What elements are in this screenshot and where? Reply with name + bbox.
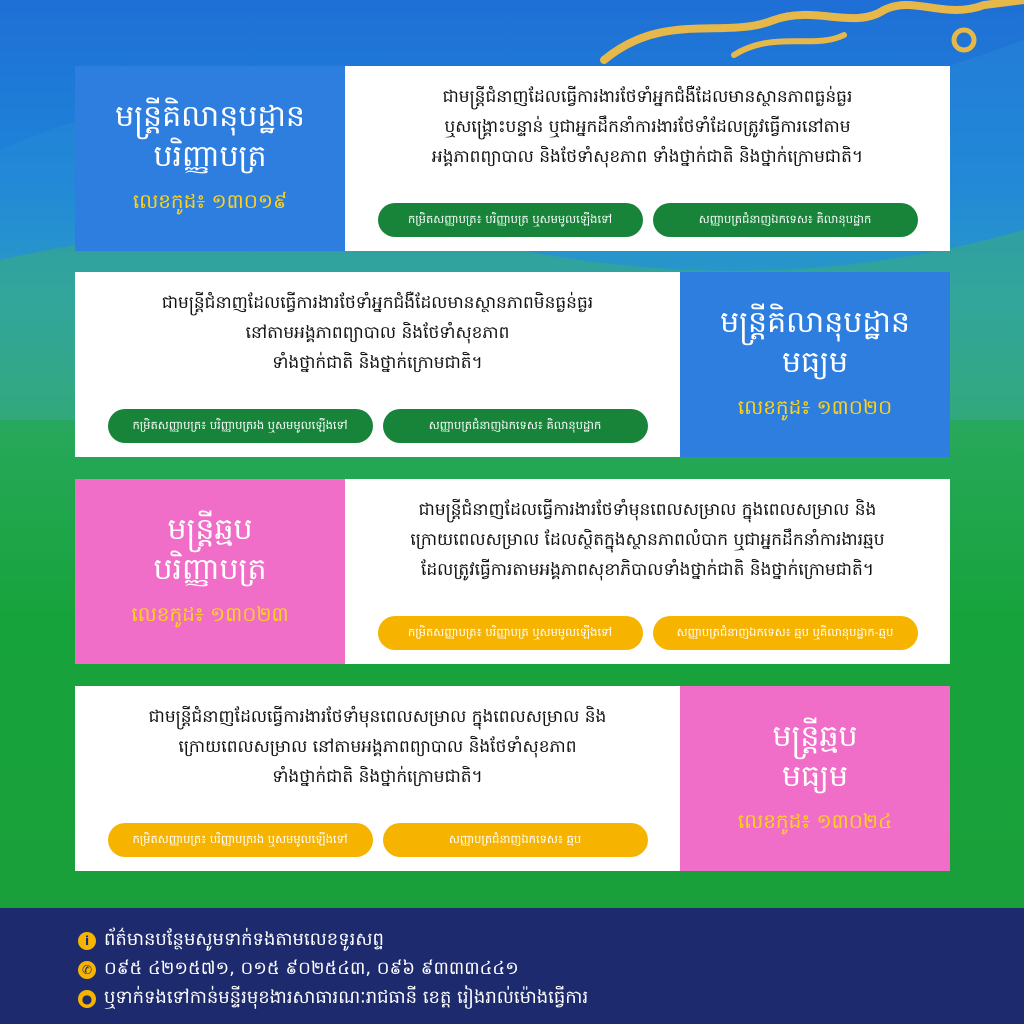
job-level: បរិញ្ញាបត្រ <box>153 551 267 587</box>
job-description-box <box>345 479 950 664</box>
contact-footer <box>0 908 1024 1024</box>
job-code: លេខកូដ៖ ១៣០២៣ <box>131 601 289 626</box>
specialty-tag: សញ្ញាបត្រជំនាញឯកទេស៖ ឆ្មប ឬគិលានុបដ្ឋាក-ឆ្មប <box>653 616 918 650</box>
info-icon: i <box>78 932 96 950</box>
info-text: ព័ត៌មានបន្ថែមសូមទាក់ទងតាមលេខទូរសព្ទ <box>104 929 384 950</box>
qualification-tag: កម្រិតសញ្ញាបត្រ៖ បរិញ្ញាបត្ររង ឬសមមូលឡើងទៅ <box>108 409 373 443</box>
phone-row <box>78 955 1024 984</box>
qualification-tag: កម្រិតសញ្ញាបត្រ៖ បរិញ្ញាបត្រ ឬសមមូលឡើងទៅ <box>378 203 643 237</box>
qualification-tag: កម្រិតសញ្ញាបត្រ៖ បរិញ្ញាបត្ររង ឬសមមូលឡើងទៅ <box>108 823 373 857</box>
info-row <box>78 926 1024 955</box>
job-description: ជាមន្ត្រីជំនាញដែលធ្វើការងារថែទាំអ្នកជំងឺដែលមានស្ថានភាពធ្ងន់ធ្ងរ ឬសង្គ្រោះបន្ទាន់ ឬជាអ្នកដឹកនាំការងារថែទាំដែលត្រូវធ្វើការនៅតាម អង្គភាពព្យាបាល និងថែទាំសុខភាព ទាំងថ្នាក់ជាតិ និងថ្នាក់ក្រោមជាតិ។ <box>431 87 864 167</box>
specialty-tag: សញ្ញាបត្រជំនាញឯកទេស៖ ឆ្មប <box>383 823 648 857</box>
tag-row <box>101 409 654 443</box>
job-code: លេខកូដ៖ ១៣០១៩ <box>132 188 288 213</box>
job-description-box <box>345 66 950 251</box>
job-code: លេខកូដ៖ ១៣០២៤ <box>737 808 893 833</box>
job-description: ជាមន្ត្រីជំនាញដែលធ្វើការងារថែទាំអ្នកជំងឺដែលមានស្ថានភាពមិនធ្ងន់ធ្ងរ នៅតាមអង្គភាពព្យាបាល និងថែទាំសុខភាព ទាំងថ្នាក់ជាតិ និងថ្នាក់ក្រោមជាតិ។ <box>161 293 594 373</box>
job-title-box <box>680 686 950 871</box>
job-card-midwife-associate <box>75 686 950 871</box>
job-code: លេខកូដ៖ ១៣០២០ <box>737 394 893 419</box>
specialty-tag: សញ្ញាបត្រជំនាញឯកទេស៖ គិលានុបដ្ឋាក <box>653 203 918 237</box>
phone-numbers[interactable]: ០៩៥ ៤២១៥៧១, ០១៥ ៩០២៥៤៣, ០៩៦ ៩៣៣៣៤៤១ <box>104 958 519 979</box>
job-level: បរិញ្ញាបត្រ <box>153 138 267 174</box>
job-description-box <box>75 272 680 457</box>
job-description: ជាមន្ត្រីជំនាញដែលធ្វើការងារថែទាំមុនពេលសម្រាល ក្នុងពេលសម្រាល និង ក្រោយពេលសម្រាល នៅតាមអង្គភាពព្យាបាល និងថែទាំសុខភាព ទាំងថ្នាក់ជាតិ និងថ្នាក់ក្រោមជាតិ។ <box>148 707 607 787</box>
job-card-nurse-bachelor <box>75 66 950 251</box>
job-card-nurse-associate <box>75 272 950 457</box>
specialty-tag: សញ្ញាបត្រជំនាញឯកទេស៖ គិលានុបដ្ឋាក <box>383 409 648 443</box>
job-card-midwife-bachelor <box>75 479 950 664</box>
job-title: មន្ត្រីគិលានុបដ្ឋាន <box>115 98 305 134</box>
job-title: មន្ត្រីគិលានុបដ្ឋាន <box>720 304 910 340</box>
phone-icon: ✆ <box>78 961 96 979</box>
tag-row <box>101 823 654 857</box>
tag-row <box>371 616 924 650</box>
job-description-box <box>75 686 680 871</box>
tag-row <box>371 203 924 237</box>
job-description: ជាមន្ត្រីជំនាញដែលធ្វើការងារថែទាំមុនពេលសម្រាល ក្នុងពេលសម្រាល និង ក្រោយពេលសម្រាល ដែលស្ថិតក្នុងស្ថានភាពលំបាក ឬជាអ្នកដឹកនាំការងារឆ្មប ដែលត្រូវធ្វើការតាមអង្គភាពសុខាភិបាលទាំងថ្នាក់ជាតិ និងថ្នាក់ក្រោមជាតិ។ <box>410 500 885 580</box>
location-row <box>78 984 1024 1013</box>
qualification-tag: កម្រិតសញ្ញាបត្រ៖ បរិញ្ញាបត្រ ឬសមមូលឡើងទៅ <box>378 616 643 650</box>
job-title-box <box>680 272 950 457</box>
job-title: មន្ត្រីឆ្មប <box>167 511 253 547</box>
job-level: មធ្យម <box>781 344 849 380</box>
job-level: មធ្យម <box>781 758 849 794</box>
job-title-box <box>75 479 345 664</box>
job-title-box <box>75 66 345 251</box>
location-pin-icon: ● <box>78 990 96 1008</box>
gold-ornament-icon <box>584 0 1024 70</box>
location-text: ឬទាក់ទងទៅកាន់មន្ទីរមុខងារសាធារណៈរាជធានី ខេត្ត រៀងរាល់ម៉ោងធ្វើការ <box>104 987 589 1008</box>
job-title: មន្ត្រីឆ្មប <box>772 718 858 754</box>
